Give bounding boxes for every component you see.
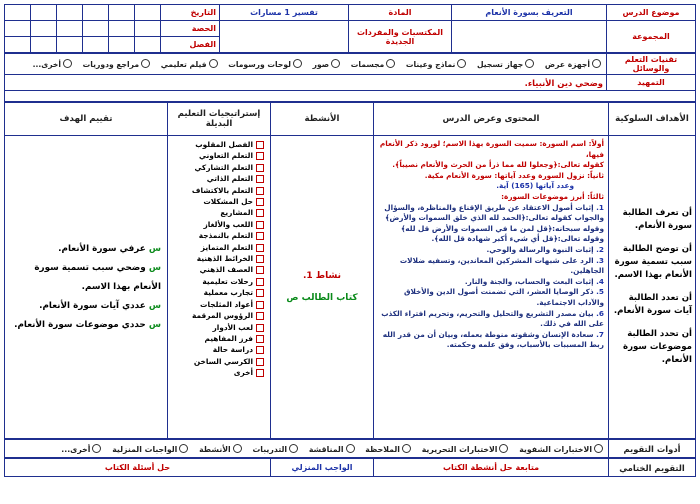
- tech-option[interactable]: صور: [313, 60, 342, 69]
- grid-cell[interactable]: [135, 5, 161, 21]
- vocab-label: المكتسبات والمفردات الجديدة: [349, 21, 452, 53]
- grid-cell[interactable]: [135, 21, 161, 37]
- strategy-item[interactable]: التعلم الذاتي: [174, 173, 264, 184]
- assessment-header: تقييم الهدف: [5, 103, 168, 136]
- grid-cell[interactable]: [5, 21, 31, 37]
- strategy-item[interactable]: الرؤوس المرقمة: [174, 310, 264, 321]
- grid-cell[interactable]: [5, 5, 31, 21]
- content-item: 6. بيان مصدر التشريع والتحليل والتحريم، وتحريم افتراء الكذب على الله في ذلك.: [381, 308, 604, 329]
- content-line: وعدد آياتها (165) آية.: [496, 181, 574, 191]
- period-label: الحصة: [161, 21, 220, 37]
- goal-item: أن تعدد الطالبة آيات سورة الأنعام.: [613, 293, 692, 316]
- eval-option[interactable]: أخرى...: [61, 445, 103, 454]
- goals-cell: [609, 136, 696, 439]
- tech-option[interactable]: نماذج وعينات: [406, 60, 468, 69]
- content-item: 3. الرد على شبهات المشركين المعاندين، وتسفيه ضلالات الجاهلين.: [399, 255, 604, 276]
- final-eval-value: متابعة حل أنشطة الكتاب: [374, 459, 609, 477]
- grid-cell[interactable]: [5, 37, 31, 53]
- tech-option[interactable]: فيلم تعليمي: [161, 60, 220, 69]
- grid-cell[interactable]: [57, 21, 83, 37]
- grid-cell[interactable]: [83, 37, 109, 53]
- homework-value: حل أسئلة الكتاب: [5, 459, 271, 477]
- eval-option[interactable]: التدريبات: [252, 445, 300, 454]
- assessment-item: س وضحي سبب تسمية سورة الأنعام بهذا الاسم.: [34, 262, 161, 292]
- content-line: كقوله تعالى:﴿وجعلوا لله مما ذرأ من الحرث والأنعام نصيباً﴾.: [392, 160, 604, 170]
- tech-option[interactable]: مراجع ودوريات: [83, 60, 152, 69]
- eval-option[interactable]: الاختبارات الشفوية: [519, 445, 605, 454]
- lesson-topic-label: موضوع الدرس: [607, 5, 696, 21]
- evaluation-table: [4, 439, 696, 458]
- strategy-item[interactable]: تجارب معملية: [174, 287, 264, 298]
- strategy-item[interactable]: اللعب والألغاز: [174, 219, 264, 230]
- content-item: 7. سعادة الإنسان وشقوته منوطة بعمله، وبيان أن من قدر الله ربط المسببات بالأسباب، وفق علمه وحكمته.: [382, 329, 604, 350]
- strategy-item[interactable]: التعلم بالنمذجة: [174, 230, 264, 241]
- final-eval-label: التقويم الختامي: [609, 459, 696, 477]
- tech-label: تقنيات التعلم والوسائل: [607, 54, 696, 75]
- homework-label: الواجب المنزلي: [271, 459, 374, 477]
- group-label: المجموعة: [607, 21, 696, 53]
- tech-table: [4, 53, 696, 102]
- vocab-value[interactable]: [220, 21, 349, 53]
- grid-cell[interactable]: [83, 5, 109, 21]
- intro-label: التمهيد: [607, 75, 696, 91]
- header-table: [4, 4, 696, 53]
- grid-cell[interactable]: [109, 21, 135, 37]
- spacer-row: [5, 91, 696, 102]
- tech-option[interactable]: أجهزة عرض: [545, 60, 603, 69]
- content-line: أولاً: اسم السورة: سميت السورة بهذا الاسم؛ لورود ذكر الأنعام فيها،: [379, 139, 604, 159]
- strategy-item[interactable]: دراسة حالة: [174, 344, 264, 355]
- eval-option[interactable]: الأنشطة: [199, 445, 244, 454]
- grid-cell[interactable]: [31, 5, 57, 21]
- eval-option[interactable]: الاختبارات التحريرية: [422, 445, 511, 454]
- content-item: 1. إثبات أصول الاعتقاد عن طريق الإقناع والمناظرة، والسؤال والجواب كقوله تعالى:﴿الحمد لله الذي خلق السموات والأرض﴾ وقوله سبحانه:﴿قل لمن ما في السموات والأرض قل لله﴾ وقوله تعالى:﴿قل أي شيء أكبر شهادة قل الله﴾.: [384, 202, 604, 244]
- strategy-item[interactable]: التعلم التعاوني: [174, 150, 264, 161]
- grid-cell[interactable]: [135, 37, 161, 53]
- content-item: 2. إثبات النبوة والرسالة والوحي.: [486, 244, 604, 254]
- eval-option[interactable]: الواجبات المنزلية: [112, 445, 190, 454]
- grid-cell[interactable]: [109, 5, 135, 21]
- strategy-item[interactable]: حل المشكلات: [174, 196, 264, 207]
- goals-header: الأهداف السلوكية: [609, 103, 696, 136]
- tech-option[interactable]: أخرى...: [33, 60, 74, 69]
- strategy-item[interactable]: رحلات تعليمية: [174, 276, 264, 287]
- strategy-item[interactable]: التعلم المتمايز: [174, 242, 264, 253]
- grid-cell[interactable]: [109, 37, 135, 53]
- content-line: ثالثاً: أبرز موضوعات السورة:: [501, 191, 604, 201]
- assessment-item: س عرفي سورة الأنعام.: [58, 243, 161, 254]
- content-line: ثانياً: نزول السورة وعدد آياتها: سورة الأنعام مكية.: [424, 170, 604, 180]
- lesson-topic-value: التعريف بسورة الأنعام: [452, 5, 607, 21]
- tech-option[interactable]: مجسمات: [351, 60, 397, 69]
- class-label: الفصل: [161, 37, 220, 53]
- strategy-item[interactable]: فرز المفاهيم: [174, 333, 264, 344]
- strategy-item[interactable]: المشاريع: [174, 207, 264, 218]
- activities-cell: [271, 136, 374, 439]
- strategy-item[interactable]: أخرى: [174, 367, 264, 378]
- activity-line: كتاب الطالب ص: [286, 293, 358, 303]
- content-header: المحتوى وعرض الدرس: [374, 103, 609, 136]
- strategy-item[interactable]: التعلم بالاكتشاف: [174, 185, 264, 196]
- main-table: [4, 102, 696, 439]
- subject-value: تفسير 1 مسارات: [220, 5, 349, 21]
- activity-line: نشاط 1.: [302, 271, 342, 281]
- assessment-item: س عددي آيات سورة الأنعام.: [39, 300, 161, 311]
- strategy-item[interactable]: لعب الأدوار: [174, 322, 264, 333]
- tech-options: [5, 54, 607, 75]
- grid-cell[interactable]: [31, 37, 57, 53]
- goal-item: أن تعرف الطالبة سورة الأنعام.: [622, 208, 692, 231]
- assessment-cell: [5, 136, 168, 439]
- lesson-plan-sheet: [4, 4, 696, 496]
- strategies-header: إستراتيجيات التعليم البديلة: [168, 103, 271, 136]
- date-label: التاريخ: [161, 5, 220, 21]
- activities-header: الأنشطة: [271, 103, 374, 136]
- content-item: 5. ذكر الوصايا العشر، التي تضمنت أصول الدين والأخلاق والآداب الاجتماعية.: [403, 287, 604, 307]
- eval-option[interactable]: الملاحظة: [365, 445, 413, 454]
- grid-cell[interactable]: [83, 21, 109, 37]
- footer-table: [4, 458, 696, 477]
- eval-option[interactable]: المناقشة: [309, 445, 357, 454]
- strategy-item[interactable]: الكرسي الساخن: [174, 356, 264, 367]
- goal-item: أن تحدد الطالبة موضوعات سورة الأنعام.: [623, 329, 692, 365]
- group-value[interactable]: [452, 21, 607, 53]
- strategy-item[interactable]: الخرائط الذهنية: [174, 253, 264, 264]
- strategy-item[interactable]: العصف الذهني: [174, 264, 264, 275]
- goal-item: أن توضح الطالبة سبب تسمية سورة الأنعام بهذا الاسم.: [614, 244, 692, 280]
- tech-option[interactable]: جهاز تسجيل: [477, 60, 536, 69]
- grid-cell[interactable]: [31, 21, 57, 37]
- content-item: 4. إثبات البعث والحساب، والجنة والنار.: [464, 276, 604, 286]
- eval-tools-options: [5, 440, 609, 458]
- tech-option[interactable]: لوحات ورسومات: [228, 60, 304, 69]
- strategy-item[interactable]: أعواد المثلجات: [174, 299, 264, 310]
- assessment-item: س حددي موضوعات سورة الأنعام.: [14, 319, 161, 330]
- strategy-item[interactable]: الفصل المقلوب: [174, 139, 264, 150]
- strategy-item[interactable]: التعلم التشاركي: [174, 162, 264, 173]
- content-cell: [374, 136, 609, 439]
- subject-label: المادة: [349, 5, 452, 21]
- strategies-cell: [168, 136, 271, 439]
- intro-value: وضحي دين الأنبياء.: [5, 75, 607, 91]
- grid-cell[interactable]: [57, 5, 83, 21]
- eval-tools-label: أدوات التقويم: [609, 440, 696, 458]
- grid-cell[interactable]: [57, 37, 83, 53]
